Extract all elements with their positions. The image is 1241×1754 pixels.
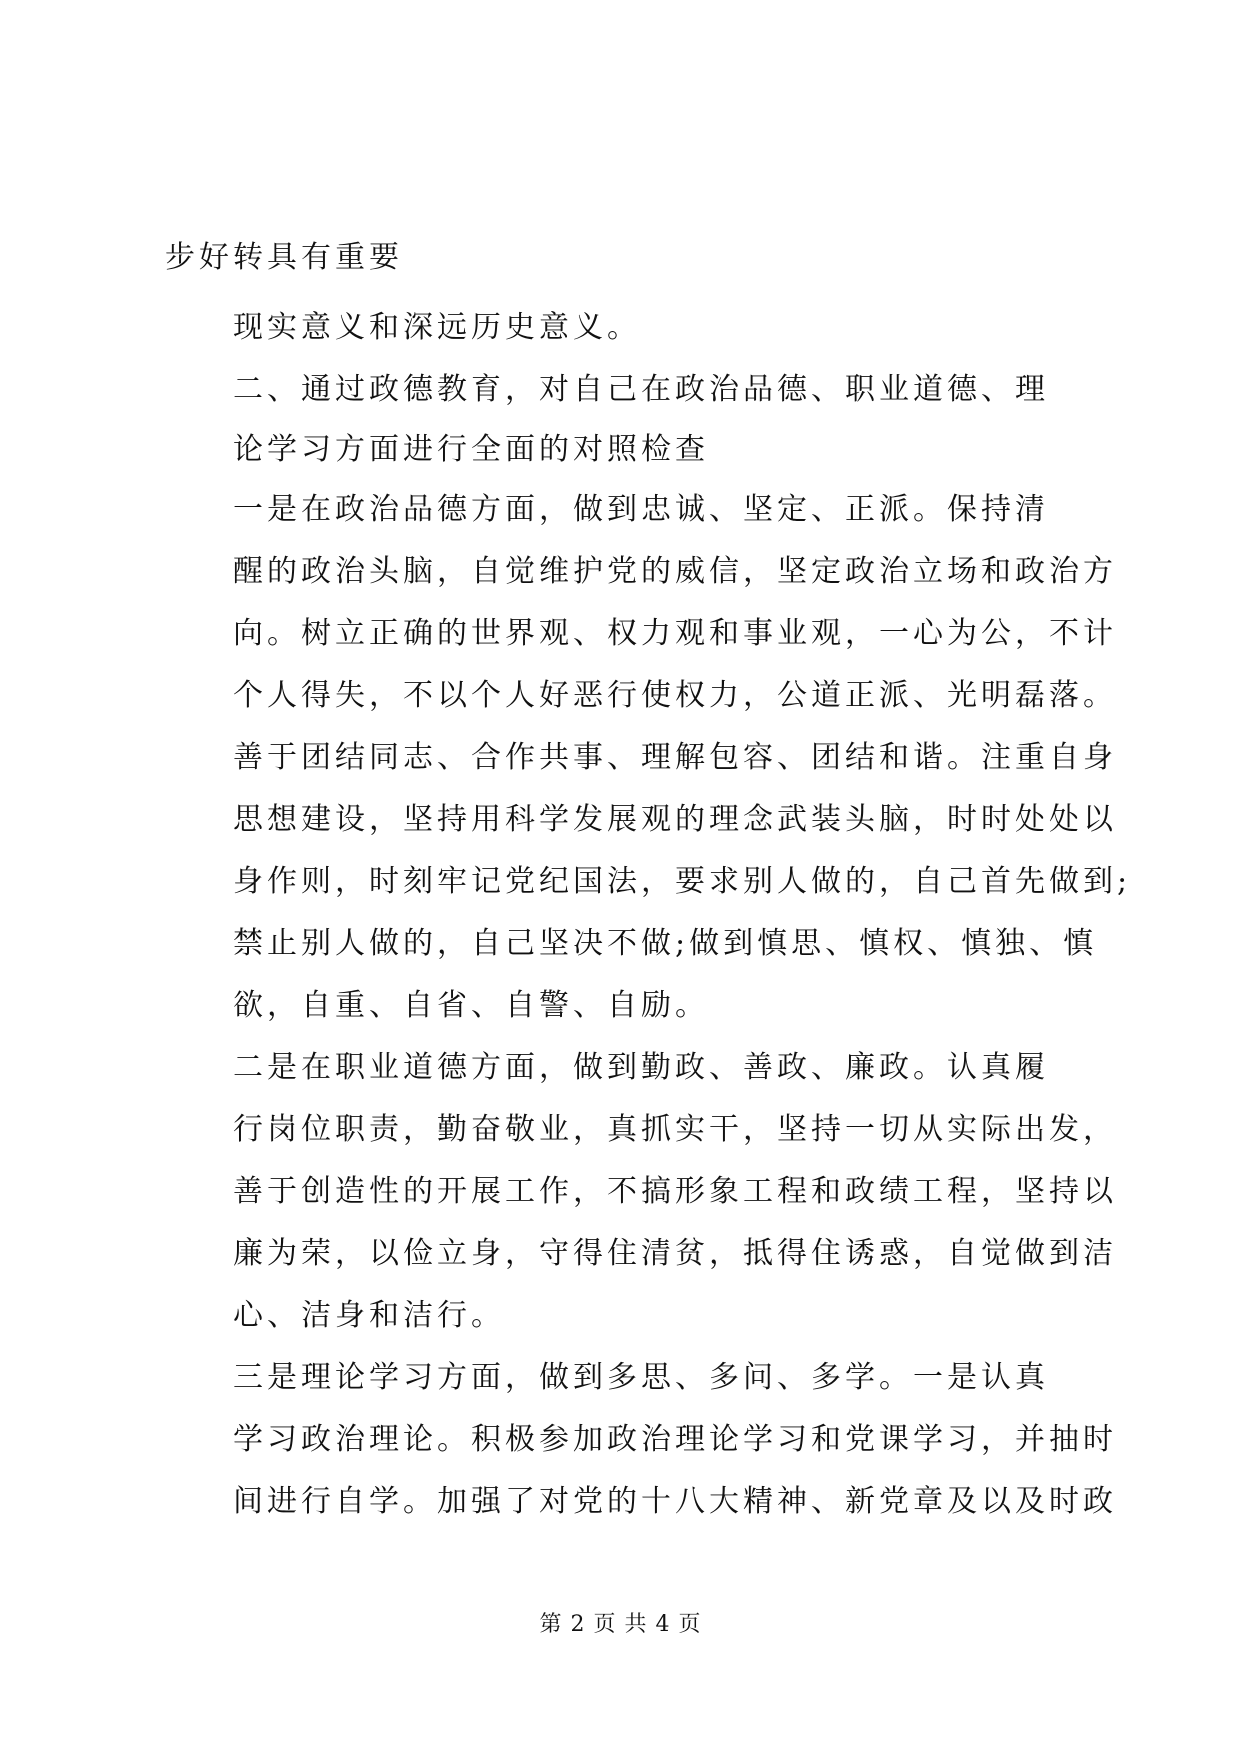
text-line: 个人得失，不以个人好恶行使权力，公道正派、光明磊落。 (233, 678, 1117, 713)
text-line: 身作则，时刻牢记党纪国法，要求别人做的，自己首先做到; (233, 864, 1132, 899)
text-line: 二是在职业道德方面，做到勤政、善政、廉政。认真履 (233, 1050, 1049, 1085)
text-line: 欲，自重、自省、自警、自励。 (233, 988, 709, 1023)
section-heading-line: 论学习方面进行全面的对照检查 (233, 432, 709, 467)
text-line: 醒的政治头脑，自觉维护党的威信，坚定政治立场和政治方 (233, 554, 1117, 589)
text-line: 廉为荣，以俭立身，守得住清贫，抵得住诱惑，自觉做到洁 (233, 1236, 1117, 1271)
text-line: 心、洁身和洁行。 (233, 1298, 505, 1333)
text-line: 行岗位职责，勤奋敬业，真抓实干，坚持一切从实际出发， (233, 1112, 1117, 1147)
text-line: 三是理论学习方面，做到多思、多问、多学。一是认真 (233, 1360, 1049, 1395)
text-line: 禁止别人做的，自己坚决不做;做到慎思、慎权、慎独、慎 (233, 926, 1098, 961)
text-line: 善于创造性的开展工作，不搞形象工程和政绩工程，坚持以 (233, 1174, 1117, 1209)
text-line: 步好转具有重要 (165, 240, 403, 275)
text-line: 学习政治理论。积极参加政治理论学习和党课学习，并抽时 (233, 1422, 1117, 1457)
page-number-footer: 第 2 页 共 4 页 (539, 1612, 702, 1637)
text-line: 现实意义和深远历史意义。 (233, 310, 641, 345)
text-line: 思想建设，坚持用科学发展观的理念武装头脑，时时处处以 (233, 802, 1117, 837)
text-line: 善于团结同志、合作共事、理解包容、团结和谐。注重自身 (233, 740, 1117, 775)
text-line: 间进行自学。加强了对党的十八大精神、新党章及以及时政 (233, 1484, 1117, 1519)
section-heading-line: 二、通过政德教育，对自己在政治品德、职业道德、理 (233, 372, 1049, 407)
text-line: 一是在政治品德方面，做到忠诚、坚定、正派。保持清 (233, 492, 1049, 527)
text-line: 向。树立正确的世界观、权力观和事业观，一心为公，不计 (233, 616, 1117, 651)
